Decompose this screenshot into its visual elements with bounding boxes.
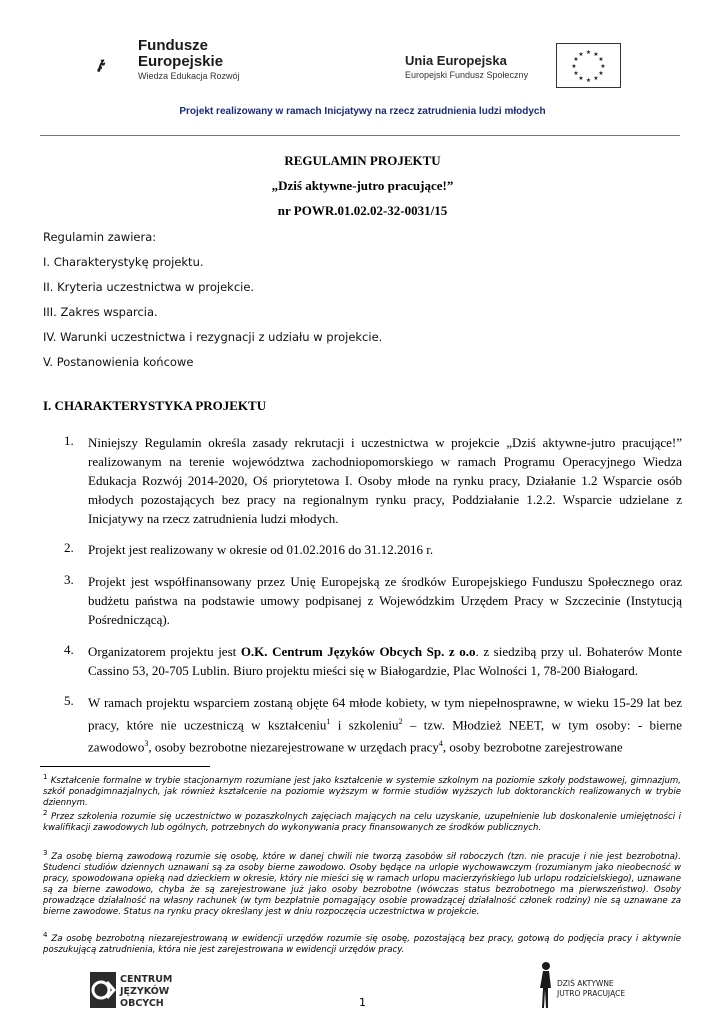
project-initiative-line: Projekt realizowany w ramach Inicjatywy na rzecz zatrudnienia ludzi młodych	[179, 106, 546, 117]
svg-text:★: ★	[593, 51, 599, 58]
p4-text-a: Organizatorem projektu jest	[88, 644, 241, 659]
page-number: 1	[359, 996, 366, 1009]
svg-text:★: ★	[578, 51, 584, 58]
toc-item: I. Charakterystykę projektu.	[43, 255, 204, 269]
da-line1: DZIŚ AKTYWNE	[557, 979, 614, 988]
unia-europejska-text	[405, 53, 528, 81]
footnote-text: Przez szkolenia rozumie się uczestnictwo w pozaszkolnych zajęciach mających na celu uzyskanie, uzupełnienie lub doskonalenie umiejętności i kwalifikacji zawodowych lub ogólnych, potrzebnych do wykonywania pracy finansowanych ze środków publicznych.	[43, 811, 681, 833]
eu-flag-icon	[556, 43, 621, 88]
paragraph-3: Projekt jest współfinansowany przez Unię Europejską ze środków Europejskiego Funduszu Społecznego oraz budżetu państwa na podstawie umowy podpisanej z Wojewódzkim Urzędem Pracy w Szczecinie (Instytucją Pośredniczącą).	[88, 574, 682, 627]
header-divider	[40, 135, 680, 136]
footnote-ref[interactable]: 3	[144, 739, 149, 749]
footnote-number: 1	[43, 773, 48, 781]
fundusze-europejskie-logo-icon	[97, 36, 137, 94]
section-heading: I. CHARAKTERYSTYKA PROJEKTU	[43, 398, 267, 413]
paragraph-5	[88, 693, 682, 757]
p5-text-a: W ramach projektu wsparciem zostaną objęte 64 młode kobiety, w tym niepełnosprawne, w wieku 15-29 lat bez pracy, które nie uczestniczą w kształceniu	[88, 695, 682, 733]
footnote-ref[interactable]: 1	[326, 717, 331, 726]
toc-item: V. Postanowienia końcowe	[43, 355, 194, 369]
footnote-number: 3	[43, 849, 48, 857]
paragraph-1: Niniejszy Regulamin określa zasady rekrutacji i uczestnictwa w projekcie „Dziś aktywne-jutro pracujące!” realizowanym na terenie województwa zachodniopomorskiego w ramach Programu Operacyjnego Wiedza Edukacja Rozwój 2014-2020, Oś priorytetowa I. Osoby młode na rynku pracy, Działanie 1.2 Wsparcie osób młodych pozostających bez pracy na regionalnym rynku pracy, Poddziałanie 1.2.2. Wsparcie udzielane z Inicjatywy na rzecz zatrudnienia ludzi młodych.	[88, 435, 682, 526]
paragraph-number: 2.	[64, 540, 74, 555]
svg-text:★: ★	[585, 77, 592, 84]
footnote-text: Kształcenie formalne w trybie stacjonarnym rozumiane jest jako kształcenie w systemie szkolnym na poziomie szkoły podstawowej, gimnazjum, szkół ponadgimnazjalnych, jak również kształcenie na poziomie wyższym w formie studiów wyższych lub doktoranckich realizowanych w trybie dziennym.	[43, 775, 682, 808]
svg-text:★: ★	[593, 75, 599, 82]
paragraph-2: Projekt jest realizowany w okresie od 01.02.2016 do 31.12.2016 r.	[88, 542, 434, 557]
project-number: nr POWR.01.02.02-32-0031/15	[277, 203, 448, 218]
document-title: REGULAMIN PROJEKTU	[284, 153, 441, 168]
footnote-3	[43, 848, 681, 918]
toc-item: II. Kryteria uczestnictwa w projekcie.	[43, 280, 255, 294]
p5-text-d: , osoby bezrobotne niezarejestrowane w urzędach pracy	[148, 739, 439, 755]
footnote-divider	[40, 766, 210, 767]
svg-text:★: ★	[571, 63, 577, 70]
cjo-line3: OBCYCH	[120, 998, 164, 1009]
svg-text:★: ★	[585, 49, 592, 56]
footnote-text: Za osobę bezrobotną niezarejestrowaną w ewidencji urzędów rozumie się osobę, pozostającą bez pracy, gotową do podjęcia pracy i aktywnie poszukującą zatrudnienia, która nie jest zarejestrowana w ewidencji urzędów pracy.	[43, 933, 681, 955]
paragraph-4	[88, 642, 682, 680]
svg-text:★: ★	[573, 56, 579, 63]
footnote-number: 4	[43, 931, 48, 939]
organizer-name: O.K. Centrum Języków Obcych Sp. z o.o	[240, 644, 476, 659]
footnote-text: Za osobę bierną zawodową rozumie się osobę, które w danej chwili nie tworzą zasobów sił roboczych (tzn. nie pracuje i nie jest bezrobotna). Studenci studiów dziennych uznawani są za osoby bierne zawodowo. Osoby będące na urlopie wychowawczym (rozumianym jako nieobecność w pracy, spowodowana opieką nad dzieckiem w okresie, który nie mieści się w ramach urlopu macierzyńskiego lub urlopu rodzicielskiego), uznawane są za bierne zawodowo, chyba że są zarejestrowane już jako osoby bezrobotne (wówczas status bezrobotnego ma pierwszeństwo). Osoby prowadzące działalność na własny rachunek (w tym bezpłatnie pomagający osobie prowadzącej działalność członek rodziny) nie są uznawane za bierne zawodowe. Status na rynku pracy określany jest w dniu rozpoczęcia uczestnictwa w projekcie.	[43, 851, 682, 917]
p4-text-b: . z siedzibą przy ul. Bohaterów Monte Cassino 53, 20-705 Lublin. Biuro projektu mieści się w Białogardzie, Plac Wolności 1, 78-200 Białogard.	[88, 644, 682, 678]
p5-text-b: i szkoleniu	[330, 717, 399, 733]
svg-text:★: ★	[578, 75, 584, 82]
project-name: „Dziś aktywne-jutro pracujące!”	[271, 178, 454, 193]
ue-line1: Unia Europejska	[405, 53, 507, 68]
footnote-ref[interactable]: 4	[438, 739, 443, 749]
paragraph-number: 5.	[64, 693, 74, 708]
fe-line1: Fundusze	[138, 37, 208, 54]
cjo-line1: CENTRUM	[120, 974, 173, 985]
paragraph-number: 1.	[64, 433, 74, 448]
dzis-aktywne-logo-icon	[535, 958, 645, 1012]
footnote-4	[43, 930, 681, 956]
svg-text:★: ★	[598, 56, 604, 63]
footnote-ref[interactable]: 2	[398, 717, 403, 726]
toc-intro: Regulamin zawiera:	[43, 230, 157, 244]
svg-text:★: ★	[598, 70, 604, 77]
da-line2: JUTRO PRACUJĄCE	[557, 989, 626, 998]
svg-text:★: ★	[573, 70, 579, 77]
ue-line2: Europejski Fundusz Społeczny	[405, 70, 529, 80]
p5-text-c: – tzw. Młodzież NEET, w tym osoby: - bierne zawodowo	[88, 717, 683, 755]
paragraph-number: 4.	[64, 642, 74, 657]
fe-line2: Europejskie	[138, 53, 224, 70]
footnote-1	[43, 772, 681, 809]
toc-item: III. Zakres wsparcia.	[43, 305, 158, 319]
footnote-number: 2	[43, 809, 48, 817]
cjo-line2: JĘZYKÓW	[120, 986, 170, 997]
fundusze-europejskie-logo-text	[138, 38, 240, 82]
svg-text:★: ★	[600, 63, 606, 70]
paragraph-number: 3.	[64, 572, 74, 587]
fe-line3: Wiedza Edukacja Rozwój	[138, 71, 240, 81]
footnote-2	[43, 808, 681, 834]
p5-text-e: , osoby bezrobotne zarejestrowane	[442, 739, 623, 755]
toc-item: IV. Warunki uczestnictwa i rezygnacji z udziału w projekcie.	[43, 330, 383, 344]
